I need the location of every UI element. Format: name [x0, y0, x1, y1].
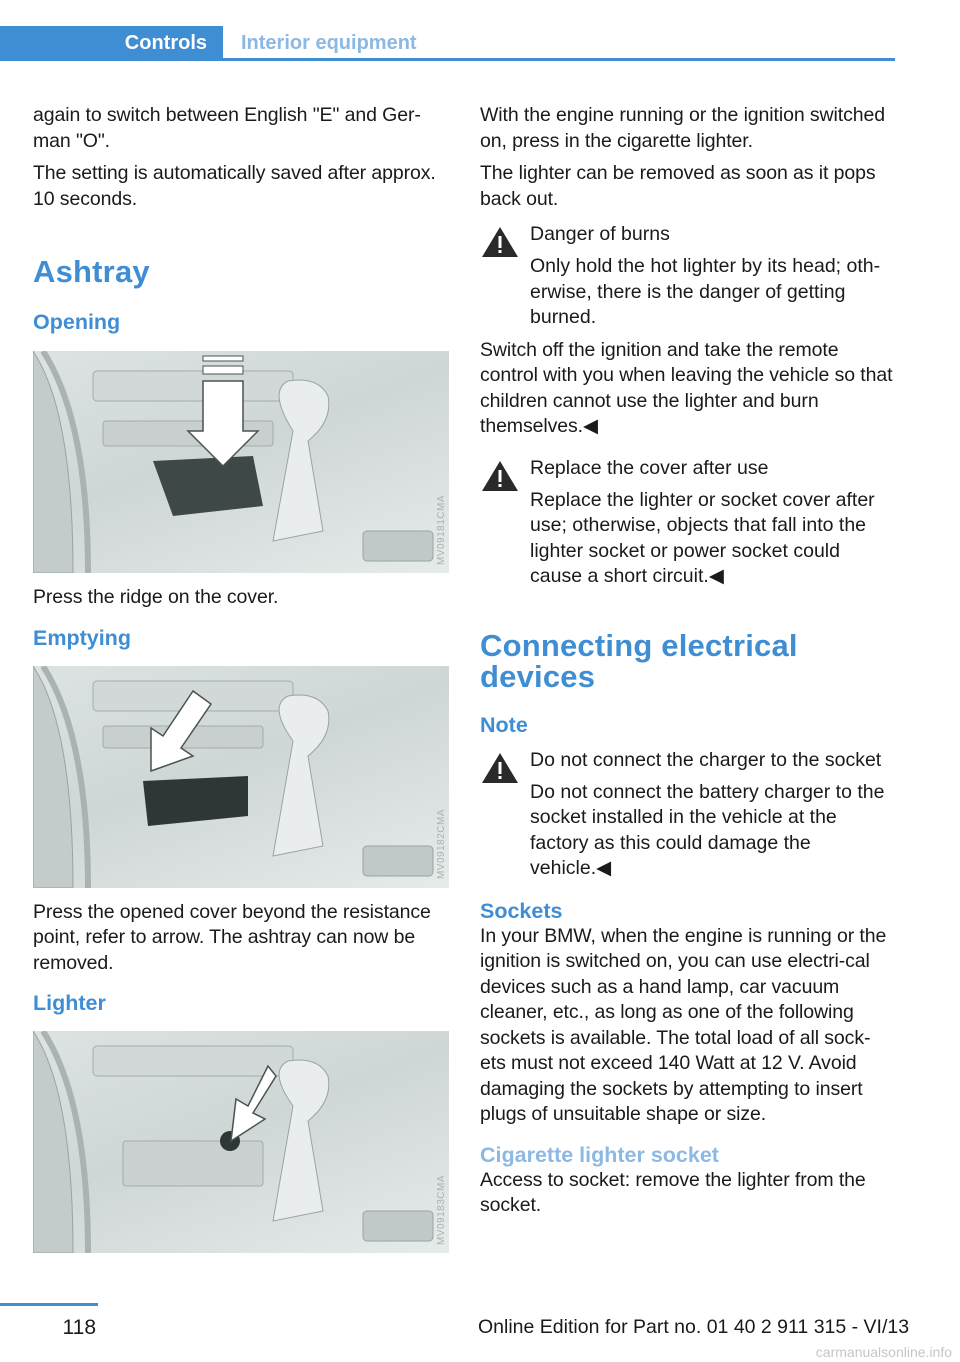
- warning-text: Do not connect the battery charger to the socket installed in the vehicle at the factory as this could damage the vehicle.◀: [530, 780, 885, 879]
- subtitle-lighter: Lighter: [33, 991, 106, 1015]
- sockets-text: In your BMW, when the engine is running or the ignition is switched on, you can use electri-cal devices such as a hand lamp, car vacuum cleaner, etc., as long as one of the following sockets is available. The total load of all sock-ets must not exceed 140 Watt at 12 V. Avoid damaging the sockets by attempting to insert plugs of unsuitable shape or size.: [480, 924, 887, 1125]
- subtitle-opening: Opening: [33, 310, 121, 334]
- tab-interior-equipment: Interior equipment: [241, 32, 417, 54]
- page-number: 118: [62, 1316, 96, 1339]
- lighter-paragraph-2: The lighter can be removed as soon as it pops back out.: [480, 162, 876, 210]
- figure-ashtray-opening: [33, 351, 449, 573]
- ashtray-opening-illustration: [33, 351, 449, 573]
- opening-text: Press the ridge on the cover.: [33, 586, 279, 608]
- warning-title: Replace the cover after use: [530, 456, 769, 479]
- edition-text: Online Edition for Part no. 01 40 2 911 315 - VI/13: [478, 1316, 910, 1338]
- intro-paragraph-2: The setting is automatically saved after approx. 10 seconds.: [33, 162, 436, 210]
- warning-body: [530, 780, 895, 882]
- lighter-paragraph-3: Switch off the ignition and take the remote control with you when leaving the vehicle so that children cannot use the lighter and burn themselves.◀: [480, 338, 893, 437]
- subtitle-sockets: Sockets: [480, 898, 563, 923]
- subtitle-emptying: Emptying: [33, 625, 131, 650]
- subtitle-note: Note: [480, 712, 528, 737]
- subtitle-cigarette-lighter-socket: Cigarette lighter socket: [480, 1142, 719, 1167]
- warning-title: Danger of burns: [530, 223, 670, 245]
- figure-code: MV09181CMA: [436, 494, 447, 565]
- tab-controls: Controls: [0, 26, 223, 61]
- footer-rule: [0, 1303, 98, 1306]
- warning-replace-cover: [480, 456, 895, 590]
- warning-text: Replace the lighter or socket cover after use; otherwise, objects that fall into the lighter socket or power socket could cause a short circuit.◀: [530, 488, 875, 587]
- right-column: [480, 103, 895, 1226]
- warning-body: [530, 254, 895, 331]
- lighter-illustration: [33, 1031, 449, 1253]
- figure-code: MV09183CMA: [436, 1174, 447, 1245]
- warning-text: Only hold the hot lighter by its head; oth-erwise, there is the danger of getting burned.: [530, 255, 881, 328]
- lighter-paragraph-1: With the engine running or the ignition switched on, press in the cigarette lighter.: [480, 104, 885, 152]
- watermark: carmanualsonline.info: [815, 1344, 952, 1360]
- figure-code: MV09182CMA: [436, 809, 447, 880]
- emptying-text: Press the opened cover beyond the resistance point, refer to arrow. The ashtray can now be removed.: [33, 900, 431, 974]
- figure-lighter: [33, 1031, 449, 1253]
- warning-triangle-icon: [480, 458, 520, 494]
- left-column: [33, 103, 449, 1253]
- figure-ashtray-emptying: [33, 666, 449, 888]
- warning-title: Do not connect the charger to the socket: [530, 748, 882, 771]
- warning-do-not-connect-charger: [480, 748, 895, 882]
- section-title-connecting: Connecting electrical devices: [480, 627, 798, 694]
- ashtray-emptying-illustration: [33, 666, 449, 888]
- warning-body: [530, 488, 895, 590]
- warning-danger-of-burns: [480, 222, 895, 331]
- cigarette-socket-text: Access to socket: remove the lighter from the socket.: [480, 1168, 866, 1216]
- header-rule: [0, 58, 895, 61]
- warning-triangle-icon: [480, 224, 520, 260]
- intro-paragraph-1: again to switch between English "E" and Ger-man "O".: [33, 104, 421, 152]
- section-title-ashtray: Ashtray: [33, 254, 150, 289]
- warning-triangle-icon: [480, 750, 520, 786]
